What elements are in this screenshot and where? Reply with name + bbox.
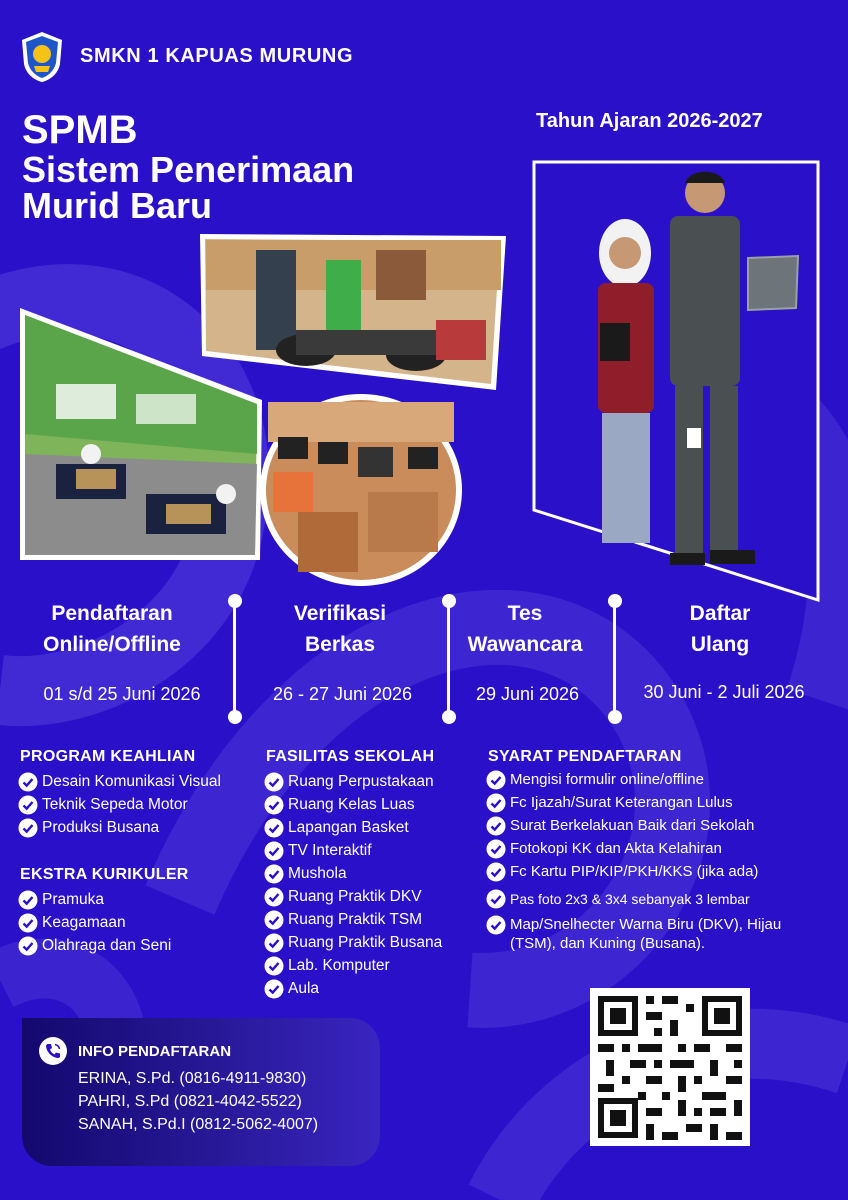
step-2-line-1: Verifikasi [293, 602, 387, 625]
list-item: Fotokopi KK dan Akta Kelahiran [486, 839, 826, 862]
list-item: Fc Kartu PIP/KIP/PKH/KKS (jika ada) [486, 862, 826, 889]
check-circle-icon [18, 890, 38, 910]
subtitle-line-2: Murid Baru [22, 185, 213, 226]
list-item: TV Interaktif [264, 841, 442, 864]
check-circle-icon [264, 864, 284, 884]
contact-title: INFO PENDAFTARAN [78, 1043, 232, 1060]
list-item: Pramuka [18, 890, 171, 913]
syarat-pendaftaran-title: SYARAT PENDAFTARAN [488, 748, 682, 765]
timeline-dot-1-bottom [228, 710, 242, 724]
check-circle-icon [264, 910, 284, 930]
check-circle-icon [18, 818, 38, 838]
timeline-step-2-date: 26 - 27 Juni 2026 [272, 684, 413, 704]
timeline-line-1 [233, 600, 236, 716]
school-name: SMKN 1 KAPUAS MURUNG [80, 45, 354, 67]
list-item: Mushola [264, 864, 442, 887]
check-circle-icon [18, 913, 38, 933]
check-circle-icon [486, 889, 506, 909]
list-item: Ruang Kelas Luas [264, 795, 442, 818]
list-item: Pas foto 2x3 & 3x4 sebanyak 3 lembar [486, 889, 826, 915]
timeline-dot-3-bottom [608, 710, 622, 724]
school-logo-icon [18, 30, 66, 84]
list-item: Map/Snelhecter Warna Biru (DKV), Hijau (TSM), dan Kuning (Busana). [486, 915, 816, 953]
check-circle-icon [264, 818, 284, 838]
timeline-step-4 [640, 598, 800, 660]
timeline-step-2 [255, 598, 425, 660]
timeline-step-1-date: 01 s/d 25 Juni 2026 [43, 684, 201, 704]
list-item: Aula [264, 979, 442, 1002]
list-item: Surat Berkelakuan Baik dari Sekolah [486, 816, 826, 839]
list-item: Fc Ijazah/Surat Keterangan Lulus [486, 793, 826, 816]
check-circle-icon [264, 956, 284, 976]
list-item: Desain Komunikasi Visual [18, 772, 221, 795]
contact-line-2: PAHRI, S.Pd (0821-4042-5522) [78, 1093, 302, 1110]
list-item: Produksi Busana [18, 818, 221, 841]
timeline-step-4-date: 30 Juni - 2 Juli 2026 [643, 682, 805, 702]
step-2-line-2: Berkas [304, 633, 376, 656]
contact-info-box [22, 1018, 380, 1166]
list-item: Ruang Praktik TSM [264, 910, 442, 933]
list-item: Teknik Sepeda Motor [18, 795, 221, 818]
phone-icon [38, 1036, 68, 1066]
timeline-line-2 [447, 600, 450, 716]
subtitle-line-1: Sistem Penerimaan [22, 149, 355, 190]
check-circle-icon [264, 887, 284, 907]
list-item: Ruang Praktik Busana [264, 933, 442, 956]
check-circle-icon [486, 839, 506, 859]
list-item: Ruang Perpustakaan [264, 772, 442, 795]
check-circle-icon [18, 936, 38, 956]
contact-line-1: ERINA, S.Pd. (0816-4911-9830) [78, 1070, 307, 1087]
list-item: Mengisi formulir online/offline [486, 770, 826, 793]
page-subtitle [22, 149, 355, 226]
list-item: Lab. Komputer [264, 956, 442, 979]
fasilitas-sekolah-list [264, 772, 442, 1002]
step-3-line-2: Wawancara [467, 633, 583, 656]
list-item: Keagamaan [18, 913, 171, 936]
check-circle-icon [486, 770, 506, 790]
contact-line-3: SANAH, S.Pd.I (0812-5062-4007) [78, 1116, 319, 1133]
timeline-step-1 [12, 598, 212, 660]
step-1-line-2: Online/Offline [43, 633, 181, 656]
photo-sewing-class [16, 304, 266, 564]
step-1-line-1: Pendaftaran [51, 602, 173, 625]
check-circle-icon [264, 979, 284, 999]
check-circle-icon [18, 795, 38, 815]
syarat-pendaftaran-list [486, 770, 826, 953]
step-4-line-2: Ulang [690, 633, 750, 656]
check-circle-icon [486, 793, 506, 813]
program-keahlian-list [18, 772, 221, 841]
step-3-line-1: Tes [507, 602, 543, 625]
qr-code-icon[interactable] [590, 988, 750, 1146]
timeline-dot-2-bottom [442, 710, 456, 724]
list-item: Lapangan Basket [264, 818, 442, 841]
academic-year: Tahun Ajaran 2026-2027 [536, 110, 763, 132]
ekstra-kurikuler-list [18, 890, 171, 959]
photo-students [530, 158, 822, 604]
fasilitas-sekolah-title: FASILITAS SEKOLAH [266, 748, 435, 765]
check-circle-icon [264, 795, 284, 815]
page-title: SPMB [22, 108, 138, 152]
photo-computer-lab [258, 392, 464, 588]
check-circle-icon [486, 862, 506, 882]
list-item: Olahraga dan Seni [18, 936, 171, 959]
check-circle-icon [264, 841, 284, 861]
check-circle-icon [486, 816, 506, 836]
step-4-line-1: Daftar [689, 602, 751, 625]
timeline-step-3-date: 29 Juni 2026 [475, 684, 580, 704]
program-keahlian-title: PROGRAM KEAHLIAN [20, 748, 196, 765]
check-circle-icon [264, 933, 284, 953]
timeline-line-3 [613, 600, 616, 716]
ekstra-kurikuler-title: EKSTRA KURIKULER [20, 866, 189, 883]
timeline-step-3 [455, 598, 595, 660]
check-circle-icon [264, 772, 284, 792]
check-circle-icon [18, 772, 38, 792]
list-item: Ruang Praktik DKV [264, 887, 442, 910]
check-circle-icon [486, 915, 506, 935]
